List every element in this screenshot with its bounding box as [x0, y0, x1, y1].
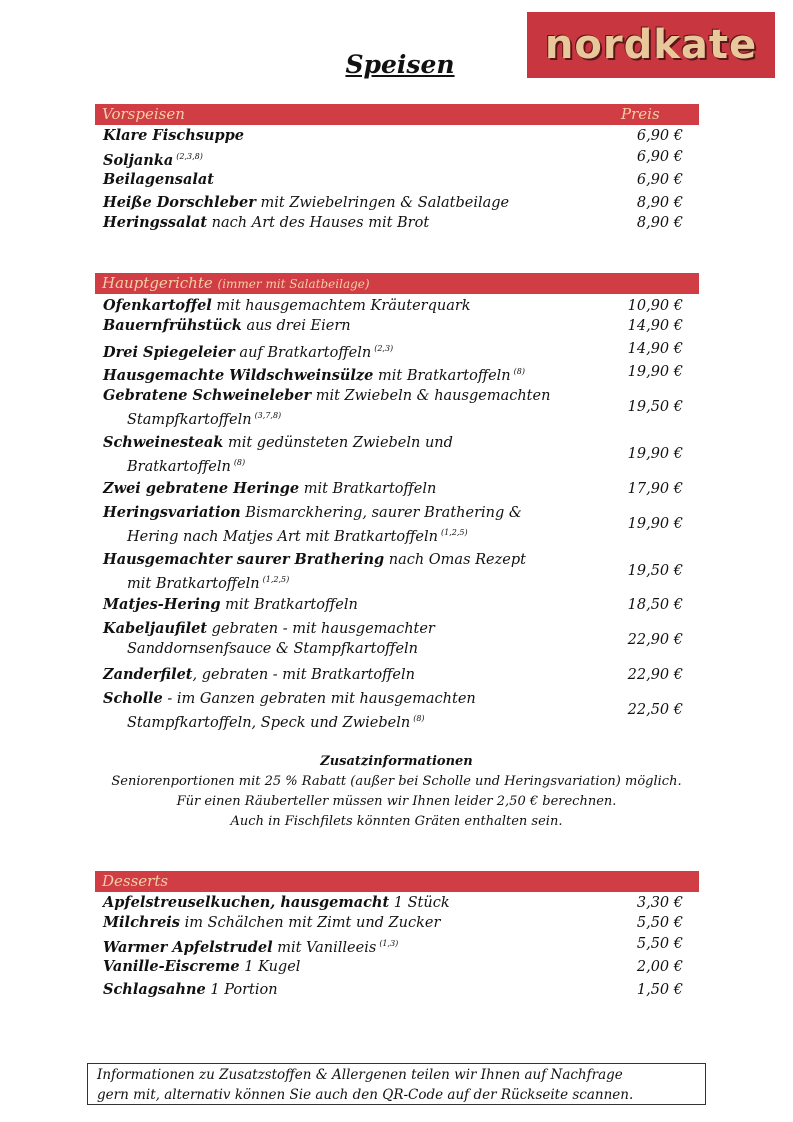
dish-name: Schlagsahne — [103, 981, 206, 998]
dish-price: 19,50 € — [627, 563, 683, 579]
dish-price: 22,90 € — [627, 667, 683, 683]
dish-price: 19,90 € — [627, 446, 683, 462]
dish-name: Kabeljaufilet — [103, 620, 208, 637]
dish-price: 17,90 € — [627, 481, 683, 497]
info-heading: Zusatzinformationen — [320, 754, 473, 769]
section-header-hauptgerichte — [95, 273, 699, 294]
menu-item-text — [103, 296, 603, 316]
dish-name: Warmer Apfelstrudel — [103, 939, 273, 956]
dish-name: Ofenkartoffel — [103, 297, 212, 314]
info-line: Auch in Fischfilets könnten Gräten enthalten sein. — [230, 814, 563, 829]
dish-description: auf Bratkartoffeln — [234, 345, 372, 361]
menu-item-text — [103, 893, 603, 913]
menu-item-text — [103, 934, 603, 958]
dish-description-cont: Hering nach Matjes Art mit Bratkartoffeln — [127, 529, 438, 545]
additive-note: (8) — [513, 367, 525, 376]
dish-description: gebraten - mit hausgemachter — [207, 621, 435, 637]
additive-note: (2,3) — [374, 344, 394, 353]
dish-price: 2,00 € — [636, 959, 683, 975]
dish-name: Bauernfrühstück — [103, 317, 242, 334]
dish-description: nach Art des Hauses mit Brot — [207, 215, 430, 231]
menu-item-text — [103, 193, 603, 213]
menu-item-text — [103, 550, 603, 594]
additive-note: (8) — [413, 714, 425, 723]
section-heading-wrap — [102, 273, 370, 295]
dish-price: 5,50 € — [636, 936, 683, 952]
menu-item-text — [103, 479, 603, 499]
dish-description: mit hausgemachtem Kräuterquark — [211, 298, 471, 314]
dish-price: 6,90 € — [636, 149, 683, 165]
additive-note: (1,2,5) — [262, 575, 290, 584]
dish-name: Heringssalat — [103, 214, 208, 231]
dish-description-line2 — [103, 453, 603, 477]
dish-description: mit Zwiebeln & hausgemachten — [311, 388, 551, 404]
dish-description: Bismarckhering, saurer Brathering & — [240, 505, 522, 521]
dish-name: Hausgemachter saurer Brathering — [103, 551, 385, 568]
dish-description: - im Ganzen gebraten mit hausgemachten — [162, 691, 476, 707]
price-heading: Preis — [621, 105, 660, 123]
info-line: Für einen Räuberteller müssen wir Ihnen leider 2,50 € berechnen. — [176, 794, 617, 809]
menu-item-text — [103, 170, 603, 190]
dish-name: Vanille-Eiscreme — [103, 958, 240, 975]
dish-name: Zwei gebratene Heringe — [103, 480, 300, 497]
nordkate-logo — [527, 12, 775, 78]
page-title: Speisen — [345, 50, 455, 79]
dish-description: 1 Kugel — [239, 959, 301, 975]
dish-name: Zanderfilet — [103, 666, 193, 683]
dish-description-cont: Stampfkartoffeln — [127, 412, 252, 428]
dish-price: 8,90 € — [636, 215, 683, 231]
dish-description: aus drei Eiern — [241, 318, 351, 334]
menu-item-text — [103, 213, 603, 233]
menu-item-text — [103, 386, 603, 430]
dish-description: mit gedünsteten Zwiebeln und — [223, 435, 453, 451]
dish-price: 19,50 € — [627, 399, 683, 415]
menu-item-text — [103, 619, 603, 659]
allergen-info-box — [87, 1063, 706, 1105]
dish-name: Beilagensalat — [103, 171, 214, 188]
menu-item-text — [103, 147, 603, 171]
dish-description: 1 Portion — [205, 982, 278, 998]
dish-price: 14,90 € — [627, 318, 683, 334]
dish-price: 22,90 € — [627, 632, 683, 648]
additive-note: (2,3,8) — [176, 152, 203, 161]
menu-item-text — [103, 957, 603, 977]
dish-price: 1,50 € — [636, 982, 683, 998]
additive-note: (1,3) — [379, 939, 399, 948]
menu-item-text — [103, 362, 603, 386]
footer-line: gern mit, alternativ können Sie auch den QR-Code auf der Rückseite scannen. — [97, 1087, 634, 1103]
dish-description-cont: Stampfkartoffeln, Speck und Zwiebeln — [127, 715, 411, 731]
dish-description-cont: mit Bratkartoffeln — [127, 576, 260, 592]
footer-line: Informationen zu Zusatzstoffen & Allergenen teilen wir Ihnen auf Nachfrage — [97, 1067, 623, 1083]
dish-description: , gebraten - mit Bratkartoffeln — [192, 667, 415, 683]
dish-name: Heringsvariation — [103, 504, 241, 521]
dish-description: im Schälchen mit Zimt und Zucker — [179, 915, 441, 931]
dish-name: Klare Fischsuppe — [103, 127, 244, 144]
menu-item-text — [103, 689, 603, 733]
section-heading-note: (immer mit Salatbeilage) — [217, 277, 370, 291]
logo-text: nordkate — [544, 22, 758, 68]
dish-name: Matjes-Hering — [103, 596, 221, 613]
menu-item-text — [103, 503, 603, 547]
menu-item-text — [103, 316, 603, 336]
menu-item-text — [103, 433, 603, 477]
dish-description-line2 — [103, 523, 603, 547]
section-heading: Vorspeisen — [102, 105, 185, 123]
dish-price: 18,50 € — [627, 597, 683, 613]
dish-description-line2 — [103, 570, 603, 594]
dish-name: Hausgemachte Wildschweinsülze — [103, 367, 374, 384]
dish-name: Scholle — [103, 690, 163, 707]
dish-price: 19,90 € — [627, 364, 683, 380]
dish-price: 5,50 € — [636, 915, 683, 931]
dish-name: Heiße Dorschleber — [103, 194, 256, 211]
dish-name: Drei Spiegeleier — [103, 344, 235, 361]
menu-item-text — [103, 595, 603, 615]
dish-description: mit Vanilleeis — [272, 940, 377, 956]
dish-description: 1 Stück — [389, 895, 450, 911]
dish-price: 6,90 € — [636, 128, 683, 144]
additive-note: (1,2,5) — [441, 528, 468, 537]
dish-description: mit Bratkartoffeln — [220, 597, 358, 613]
dish-description: mit Bratkartoffeln — [299, 481, 437, 497]
dish-name: Schweinesteak — [103, 434, 224, 451]
dish-price: 10,90 € — [627, 298, 683, 314]
dish-price: 19,90 € — [627, 516, 683, 532]
section-heading: Desserts — [102, 872, 169, 890]
dish-price: 22,50 € — [627, 702, 683, 718]
menu-item-text — [103, 665, 603, 685]
dish-price: 14,90 € — [627, 341, 683, 357]
dish-description-line2 — [103, 639, 603, 659]
dish-name: Apfelstreuselkuchen, hausgemacht — [103, 894, 390, 911]
dish-price: 3,30 € — [636, 895, 683, 911]
info-line: Seniorenportionen mit 25 % Rabatt (außer bei Scholle und Heringsvariation) möglich. — [111, 774, 682, 789]
additive-note: (8) — [233, 458, 246, 467]
additive-note: (3,7,8) — [254, 411, 282, 420]
dish-description: mit Zwiebelringen & Salatbeilage — [255, 195, 510, 211]
dish-description-line2 — [103, 709, 603, 733]
menu-item-text — [103, 980, 603, 1000]
dish-description: mit Bratkartoffeln — [373, 368, 511, 384]
section-header-desserts — [95, 871, 699, 892]
dish-name: Milchreis — [103, 914, 180, 931]
section-heading: Hauptgerichte — [102, 274, 213, 292]
menu-item-text — [103, 339, 603, 363]
dish-description-line2 — [103, 406, 603, 430]
menu-item-text — [103, 126, 603, 146]
dish-price: 6,90 € — [636, 172, 683, 188]
dish-description: nach Omas Rezept — [384, 552, 526, 568]
dish-description-cont: Sanddornsenfsauce & Stampfkartoffeln — [127, 641, 419, 657]
dish-name: Gebratene Schweineleber — [103, 387, 312, 404]
dish-price: 8,90 € — [636, 195, 683, 211]
dish-name: Soljanka — [103, 152, 174, 169]
additional-info — [40, 752, 753, 832]
menu-item-text — [103, 913, 603, 933]
dish-description-cont: Bratkartoffeln — [127, 459, 231, 475]
section-header-vorspeisen — [95, 104, 699, 125]
